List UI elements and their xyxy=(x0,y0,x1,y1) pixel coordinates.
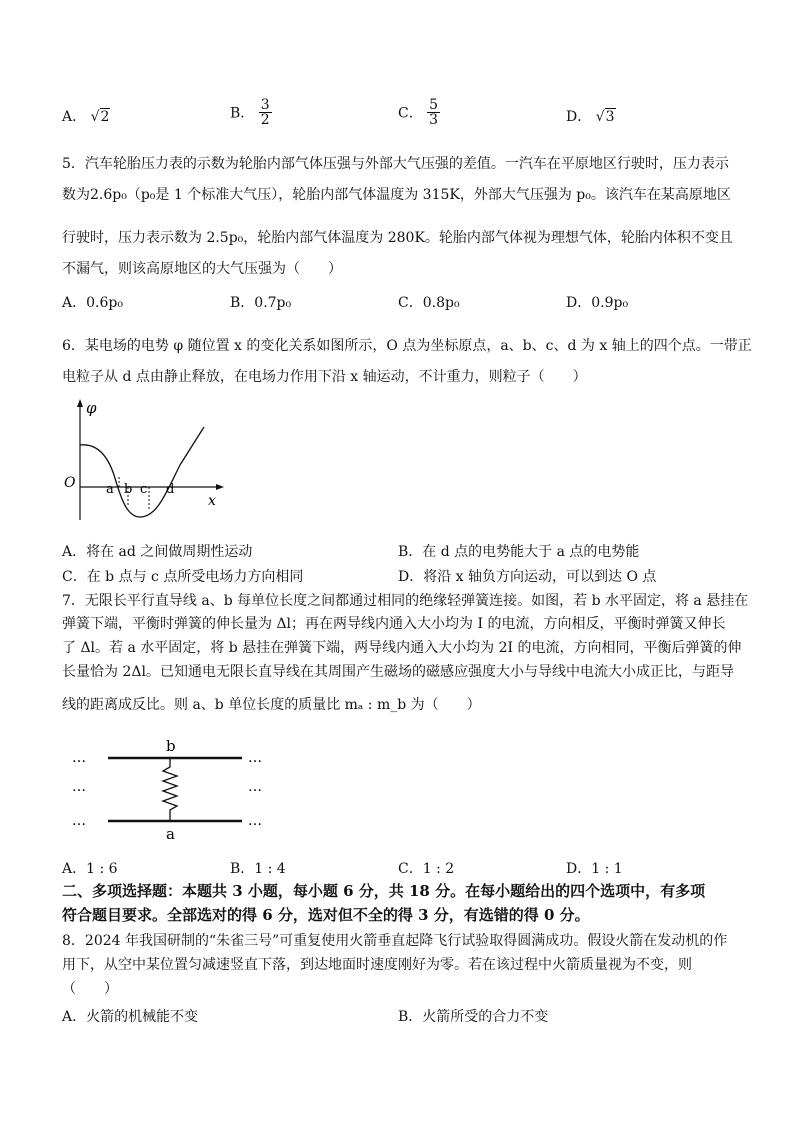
ellipsis-left-top: … xyxy=(72,750,86,766)
denominator: 3 xyxy=(429,112,439,128)
numerator: 3 xyxy=(260,97,270,113)
section-2-heading-line-1: 二、多项选择题：本题共 3 小题，每小题 6 分，共 18 分。在每小题给出的四个选项中，有多项 xyxy=(62,882,706,900)
ellipsis-left-middle: … xyxy=(72,779,86,795)
q4-option-c[interactable] xyxy=(398,98,440,127)
q8-line-1: 8．2024 年我国研制的“朱雀三号”可重复使用火箭垂直起降飞行试验取得圆满成功。假设火箭在发动机的作 xyxy=(62,933,728,949)
q4-option-d[interactable] xyxy=(566,106,616,126)
q4-option-b[interactable] xyxy=(230,98,272,127)
point-label-b: b xyxy=(124,482,133,497)
q5-option-b[interactable]: B．0.7p₀ xyxy=(230,295,292,311)
x-axis-arrow xyxy=(216,484,224,490)
q5-option-a[interactable]: A．0.6p₀ xyxy=(62,295,123,311)
q8-option-a[interactable]: A．火箭的机械能不变 xyxy=(62,1009,199,1025)
q7-line-2: 弹簧下端，平衡时弹簧的伸长量为 Δl；再在两导线内通入大小均为 I 的电流，方向相反，平衡时弹簧又伸长 xyxy=(62,616,726,632)
ellipsis-right-top: … xyxy=(248,750,262,766)
q7-line-4: 长量恰为 2Δl。已知通电无限长直导线在其周围产生磁场的磁感应强度大小与导线中电流大小成正比，与距导 xyxy=(62,664,734,680)
ellipsis-right-middle: … xyxy=(248,779,262,795)
sqrt-expression: √3 xyxy=(595,109,615,125)
q6-option-a[interactable]: A．将在 ad 之间做周期性运动 xyxy=(62,544,253,560)
q5-line-1: 5．汽车轮胎压力表的示数为轮胎内部气体压强与外部大气压强的差值。一汽车在平原地区行驶时，压力表示 xyxy=(62,156,729,172)
q7-line-5: 线的距离成反比。则 a、b 单位长度的质量比 mₐ : m_b 为（ ） xyxy=(62,697,481,713)
q5-option-c[interactable]: C．0.8p₀ xyxy=(398,295,460,311)
q7-line-1: 7．无限长平行直导线 a、b 每单位长度之间都通过相同的绝缘轻弹簧连接。如图，若 b 水平固定，将 a 悬挂在 xyxy=(62,593,749,609)
q7-option-a[interactable]: A．1 : 6 xyxy=(62,861,118,877)
y-axis-arrow xyxy=(77,399,83,407)
sqrt-expression: √2 xyxy=(90,109,110,125)
q4-option-a-label: A． xyxy=(62,109,87,125)
q7-option-c[interactable]: C．1 : 2 xyxy=(398,861,455,877)
section-2-heading-line-2: 符合题目要求。全部选对的得 6 分，选对但不全的得 3 分，有选错的得 0 分。 xyxy=(62,906,590,924)
wire-b-label: b xyxy=(166,737,176,755)
radicand: 2 xyxy=(100,109,110,125)
q6-line-2: 电粒子从 d 点由静止释放，在电场力作用下沿 x 轴运动，不计重力，则粒子（ ） xyxy=(62,369,587,385)
q5-line-4: 不漏气，则该高原地区的大气压强为（ ） xyxy=(62,261,342,277)
point-label-a: a xyxy=(106,482,114,497)
q7-line-3: 了 Δl。若 a 水平固定，将 b 悬挂在弹簧下端，两导线内通入大小均为 2I 的电流，方向相同，平衡后弹簧的伸 xyxy=(62,640,742,656)
fraction xyxy=(259,98,272,127)
radicand: 3 xyxy=(605,109,615,125)
spring xyxy=(163,758,177,821)
q4-option-a[interactable] xyxy=(62,106,110,126)
origin-label: O xyxy=(64,475,76,491)
q6-line-1: 6．某电场的电势 φ 随位置 x 的变化关系如图所示，O 点为坐标原点，a、b、c、d 为 x 轴上的四个点。一带正 xyxy=(62,338,752,354)
q6-option-c[interactable]: C．在 b 点与 c 点所受电场力方向相同 xyxy=(62,569,304,585)
q5-line-3: 行驶时，压力表示数为 2.5p₀，轮胎内部气体温度为 280K。轮胎内部气体视为理想气体，轮胎内体积不变且 xyxy=(62,230,733,246)
numerator: 5 xyxy=(429,97,439,113)
q8-option-b[interactable]: B．火箭所受的合力不变 xyxy=(398,1009,549,1025)
potential-graph xyxy=(62,395,232,525)
q6-option-b[interactable]: B．在 d 点的电势能大于 a 点的电势能 xyxy=(398,544,640,560)
y-axis-label: φ xyxy=(86,399,97,417)
q4-option-d-label: D． xyxy=(566,109,592,125)
wire-a-label: a xyxy=(166,825,175,843)
q4-option-b-label: B． xyxy=(230,105,255,122)
point-label-d: d xyxy=(166,482,175,497)
ellipsis-left-bottom: … xyxy=(72,813,86,829)
q7-option-b[interactable]: B．1 : 4 xyxy=(230,861,286,877)
potential-curve xyxy=(80,427,204,517)
q4-option-c-label: C． xyxy=(398,105,423,122)
q8-line-2: 用下，从空中某位置匀减速竖直下落，到达地面时速度刚好为零。若在该过程中火箭质量视为不变，则 xyxy=(62,957,692,973)
q6-option-d[interactable]: D．将沿 x 轴负方向运动，可以到达 O 点 xyxy=(398,569,657,585)
point-label-c: c xyxy=(140,482,148,497)
q5-option-d[interactable]: D．0.9p₀ xyxy=(566,295,629,311)
q8-line-3: （ ） xyxy=(62,981,118,997)
q5-line-2: 数为2.6p₀（p₀是 1 个标准大气压），轮胎内部气体温度为 315K，外部大气压强为 p₀。该汽车在某高原地区 xyxy=(62,187,731,203)
ellipsis-right-bottom: … xyxy=(248,813,262,829)
x-axis-label: x xyxy=(208,493,216,509)
denominator: 2 xyxy=(260,112,270,128)
fraction xyxy=(427,98,440,127)
wire-spring-figure xyxy=(62,733,282,843)
q7-option-d[interactable]: D．1 : 1 xyxy=(566,861,623,877)
